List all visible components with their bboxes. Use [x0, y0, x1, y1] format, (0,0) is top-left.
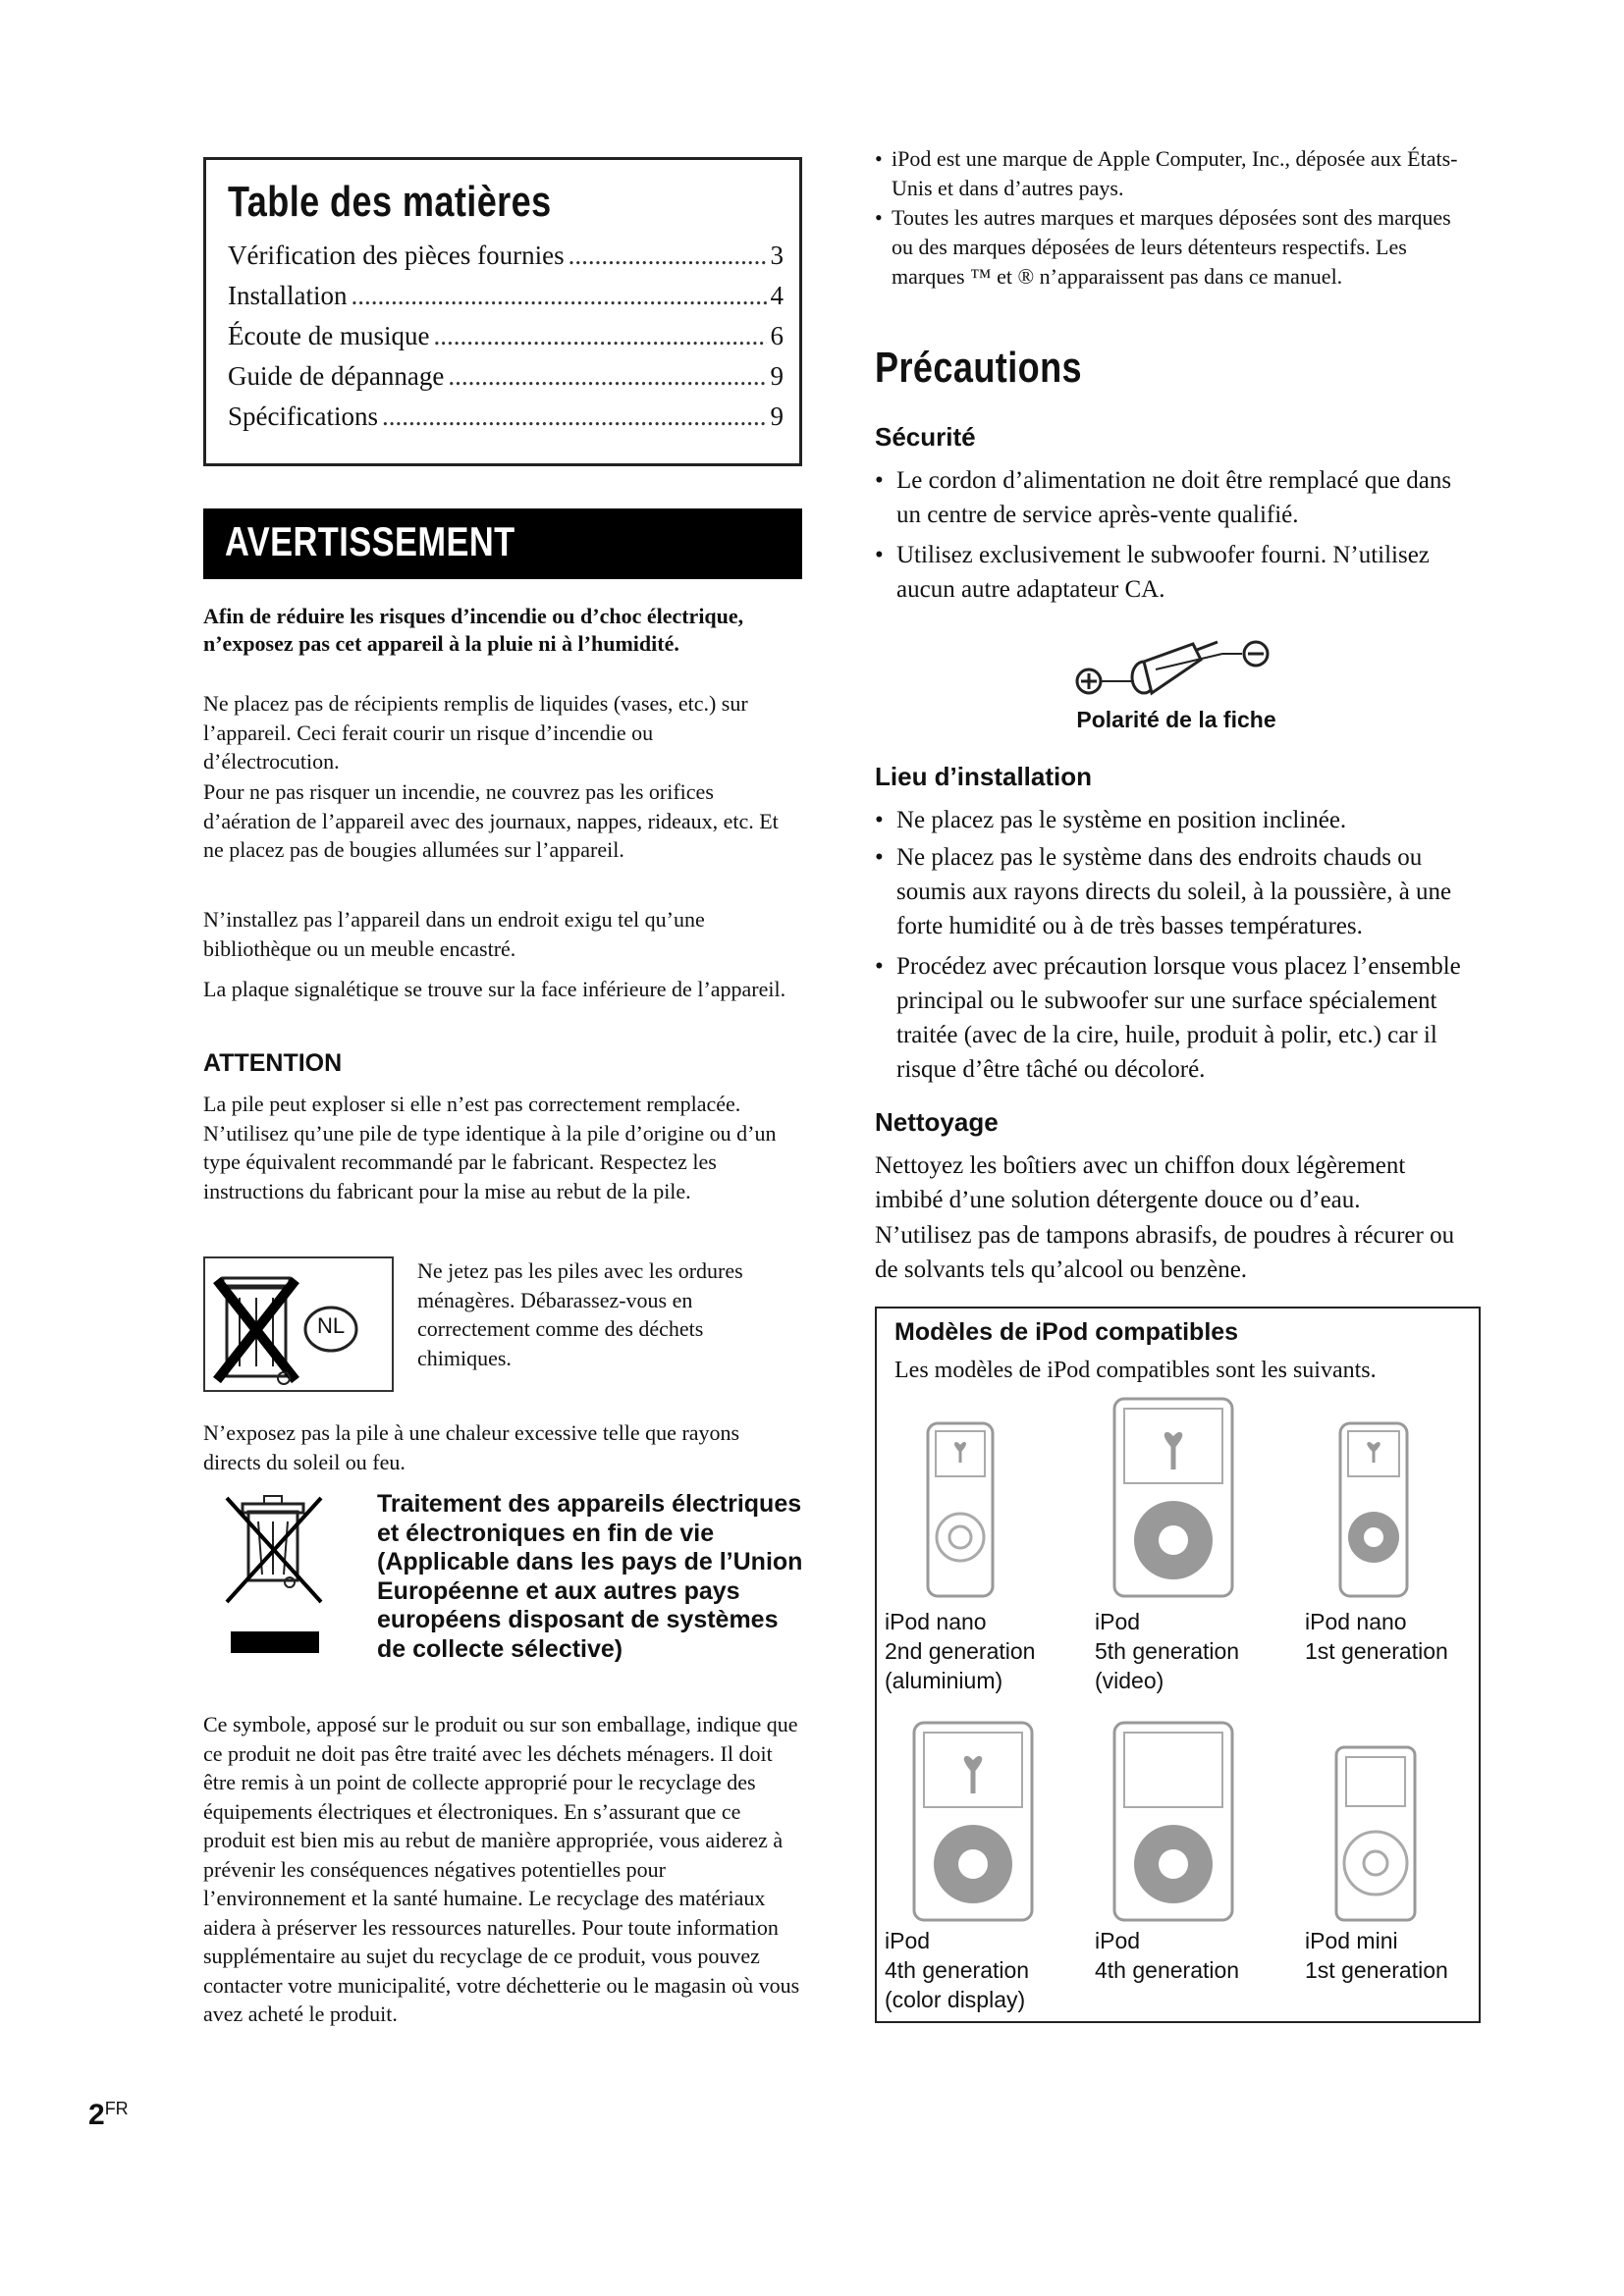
- ipod-model-name: iPod mini: [1305, 1928, 1398, 1953]
- attention-heading: ATTENTION: [203, 1049, 343, 1077]
- ipod-model-generation: 1st generation: [1305, 1638, 1448, 1664]
- warning-paragraph-1: Ne placez pas de récipients remplis de liquides (vases, etc.) sur l’appareil. Ceci ferait courir un risque d’incendie ou d’électrocution.: [203, 691, 748, 774]
- ipod-model-variant: (color display): [885, 1987, 1026, 2012]
- ipod-models-intro: Les modèles de iPod compatibles sont les suivants.: [894, 1358, 1377, 1383]
- ipod-model-name: iPod: [1095, 1928, 1141, 1953]
- ipod-nano-1st-icon: [1338, 1421, 1409, 1603]
- toc-entry[interactable]: [228, 321, 784, 360]
- trademark-notes: [875, 144, 1469, 292]
- toc-entry[interactable]: [228, 401, 784, 441]
- plug-polarity-icon: [1065, 616, 1281, 705]
- table-of-contents: [203, 157, 802, 466]
- battery-note: Ne jetez pas les piles avec les ordures ménagères. Débarassez-vous en correctement comme des déchets chimiques.: [417, 1258, 743, 1370]
- warning-paragraph-4: La plaque signalétique se trouve sur la face inférieure de l’appareil.: [203, 977, 786, 1001]
- nl-label: NL: [316, 1313, 346, 1338]
- ipod-model-caption: [1095, 1607, 1239, 1695]
- ipod-model-caption: [1095, 1926, 1239, 1985]
- toc-title: Table des matières: [228, 178, 552, 226]
- trademark-note: • Toutes les autres marques et marques déposées sont des marques ou des marques déposées de leurs détenteurs respectifs. Les marques ™ et ® n’apparaissent pas dans ce manuel.: [875, 203, 1469, 292]
- toc-entry-page: 9: [770, 361, 784, 391]
- ipod-4th-color-icon: [912, 1721, 1034, 1927]
- ipod-4th-gen-icon: [1112, 1721, 1234, 1927]
- lieu-item: • Ne placez pas le système en position inclinée.: [875, 803, 1476, 837]
- toc-entry[interactable]: [228, 281, 784, 320]
- ipod-models-box: [875, 1307, 1481, 2023]
- ipod-model-generation: 4th generation: [885, 1957, 1030, 1983]
- warning-banner: [203, 508, 802, 579]
- attention-paragraph-2: N’exposez pas la pile à une chaleur excessive telle que rayons directs du soleil ou feu.: [203, 1420, 740, 1474]
- battery-disposal-icon: [203, 1256, 394, 1392]
- nettoyage-paragraph-2: N’utilisez pas de tampons abrasifs, de poudres à récurer ou de solvants tels qu’alcool ou benzène.: [875, 1222, 1455, 1283]
- ipod-models-heading: Modèles de iPod compatibles: [894, 1318, 1239, 1346]
- securite-list: [875, 463, 1476, 607]
- nettoyage-heading: Nettoyage: [875, 1107, 999, 1137]
- toc-entry[interactable]: [228, 361, 784, 400]
- ipod-model-variant: (video): [1095, 1668, 1164, 1693]
- toc-entry-page: 4: [770, 281, 784, 310]
- trademark-note: • iPod est une marque de Apple Computer, Inc., déposée aux États-Unis et dans d’autres pays.: [875, 144, 1469, 203]
- page-lang: FR: [104, 2099, 129, 2118]
- warning-title: AVERTISSEMENT: [225, 518, 515, 564]
- ipod-nano-2nd-icon: [926, 1421, 995, 1603]
- ipod-model-name: iPod: [885, 1928, 931, 1953]
- ipod-model-caption: [1305, 1926, 1448, 1985]
- toc-entry-label: Installation: [228, 281, 348, 310]
- ipod-mini-icon: [1334, 1745, 1417, 1927]
- ipod-model-variant: (aluminium): [885, 1668, 1003, 1693]
- toc-entry-label: Guide de dépannage: [228, 361, 445, 391]
- toc-entry-label: Écoute de musique: [228, 321, 430, 350]
- ipod-model-generation: 5th generation: [1095, 1638, 1240, 1664]
- attention-paragraph: La pile peut exploser si elle n’est pas correctement remplacée. N’utilisez qu’une pile de type identique à la pile d’origine ou d’un type équivalent recommandé par le fabricant. Respectez les instructions du fabricant pour la mise au rebut de la pile.: [203, 1092, 777, 1203]
- toc-entry-page: 9: [770, 401, 784, 431]
- warning-paragraph-2: Pour ne pas risquer un incendie, ne couvrez pas les orifices d’aération de l’appareil avec des journaux, nappes, rideaux, etc. Et ne placez pas de bougies allumées sur l’appareil.: [203, 779, 779, 862]
- toc-entry-label: Spécifications: [228, 401, 378, 431]
- polarity-caption: Polarité de la fiche: [1076, 707, 1276, 732]
- lieu-heading: Lieu d’installation: [875, 762, 1093, 791]
- weee-bin-icon: [221, 1492, 329, 1659]
- page-number-value: 2: [88, 2099, 105, 2131]
- toc-entry[interactable]: [228, 240, 784, 280]
- toc-entry-label: Vérification des pièces fournies: [228, 240, 565, 270]
- ipod-model-name: iPod nano: [1305, 1609, 1407, 1634]
- toc-entry-page: 6: [770, 321, 784, 350]
- securite-item: • Utilisez exclusivement le subwoofer fourni. N’utilisez aucun autre adaptateur CA.: [875, 538, 1476, 607]
- toc-entry-page: 3: [770, 240, 784, 270]
- ipod-model-generation: 4th generation: [1095, 1957, 1240, 1983]
- ipod-model-caption: [885, 1607, 1035, 1695]
- lieu-list: [875, 803, 1476, 1087]
- ipod-5th-gen-icon: [1112, 1397, 1234, 1603]
- weee-body: Ce symbole, apposé sur le produit ou sur son emballage, indique que ce produit ne doit pas être traité avec les déchets ménagers. Il doit être remis à un point de collecte approprié pour le recyclage des équipements électriques et électroniques. En s’assurant que ce produit est bien mis au rebut de manière appropriée, vous aiderez à prévenir les conséquences négatives potentielles pour l’environnement et la santé humaine. Le recyclage des matériaux aidera à préserver les ressources naturelles. Pour toute information supplémentaire au sujet du recyclage de ce produit, vous pouvez contacter votre municipalité, votre déchetterie ou le magasin où vous avez acheté le produit.: [203, 1712, 800, 2026]
- ipod-model-generation: 1st generation: [1305, 1957, 1448, 1983]
- ipod-model-caption: [1305, 1607, 1448, 1666]
- warning-bold-paragraph: Afin de réduire les risques d’incendie ou d’choc électrique, n’exposez pas cet appareil à la pluie ni à l’humidité.: [203, 604, 744, 656]
- warning-paragraph-3: N’installez pas l’appareil dans un endroit exigu tel qu’une bibliothèque ou un meuble encastré.: [203, 907, 705, 961]
- nettoyage-paragraph-1: Nettoyez les boîtiers avec un chiffon doux légèrement imbibé d’une solution détergente douce ou d’eau.: [875, 1152, 1406, 1213]
- securite-item: • Le cordon d’alimentation ne doit être remplacé que dans un centre de service après-vente qualifié.: [875, 463, 1476, 532]
- precautions-title: Précautions: [875, 344, 1083, 392]
- ipod-model-name: iPod nano: [885, 1609, 987, 1634]
- ipod-model-name: iPod: [1095, 1609, 1141, 1634]
- lieu-item: • Procédez avec précaution lorsque vous placez l’ensemble principal ou le subwoofer sur une surface spécialement traitée (avec de la cire, huile, produit à polir, etc.) car il risque d’être tâché ou décoloré.: [875, 949, 1476, 1087]
- weee-heading: Traitement des appareils électriques et électroniques en fin de vie (Applicable dans les pays de l’Union Européenne et aux autres pays européens disposant de systèmes de collecte sélective): [377, 1490, 803, 1663]
- securite-heading: Sécurité: [875, 422, 976, 452]
- ipod-model-caption: [885, 1926, 1029, 2014]
- page-number: [88, 2099, 129, 2132]
- lieu-item: • Ne placez pas le système dans des endroits chauds ou soumis aux rayons directs du soleil, à la poussière, à une forte humidité ou à de très basses températures.: [875, 840, 1476, 943]
- ipod-model-generation: 2nd generation: [885, 1638, 1036, 1664]
